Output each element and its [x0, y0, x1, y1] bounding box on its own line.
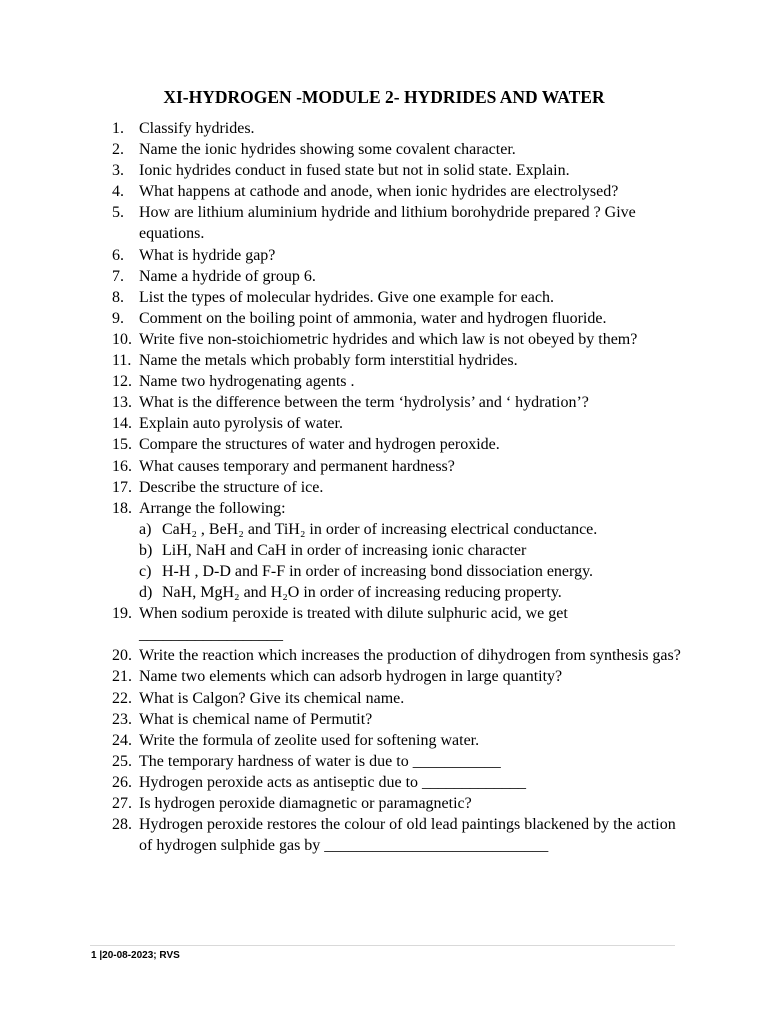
question-item	[112, 477, 682, 498]
question-text: Describe the structure of ice.	[139, 478, 324, 496]
question-body	[139, 308, 682, 329]
question-number: 3.	[112, 162, 124, 180]
question-body	[139, 118, 682, 139]
question-item	[112, 751, 682, 772]
question-body	[139, 793, 682, 814]
question-text: Name two hydrogenating agents .	[139, 373, 355, 391]
question-number: 11.	[112, 352, 132, 370]
question-item	[112, 202, 682, 244]
question-text: Ionic hydrides conduct in fused state but not in solid state. Explain.	[139, 162, 570, 180]
question-number: 28.	[112, 816, 132, 834]
sub-question-item	[139, 540, 682, 561]
question-number: 5.	[112, 204, 124, 222]
question-number: 18.	[112, 499, 132, 517]
question-number: 23.	[112, 710, 132, 728]
question-text: Name a hydride of group 6.	[139, 267, 316, 285]
question-text: List the types of molecular hydrides. Give one example for each.	[139, 288, 554, 306]
question-text: What is the difference between the term ‘hydrolysis’ and ‘ hydration’?	[139, 394, 589, 412]
question-body	[139, 392, 682, 413]
question-text: Hydrogen peroxide restores the colour of old lead paintings blackened by the action of hydrogen sulphide gas by ____________________________	[139, 816, 676, 855]
question-item	[112, 160, 682, 181]
question-number: 16.	[112, 457, 132, 475]
question-number: 26.	[112, 773, 132, 791]
sub-question-text: H-H , D-D and F-F in order of increasing bond dissociation energy.	[162, 562, 594, 580]
question-number: 14.	[112, 415, 132, 433]
question-item	[112, 181, 682, 202]
question-text: What causes temporary and permanent hardness?	[139, 457, 455, 475]
sub-question-text: CaH₂ , BeH₂ and TiH₂ in order of increasing electrical conductance.	[162, 520, 598, 538]
question-text: Write the reaction which increases the production of dihydrogen from synthesis gas?	[139, 647, 681, 665]
sub-question-item	[139, 519, 682, 540]
question-item	[112, 287, 682, 308]
question-item	[112, 245, 682, 266]
question-number: 8.	[112, 288, 124, 306]
question-body	[139, 603, 682, 645]
question-body	[139, 287, 682, 308]
question-item	[112, 413, 682, 434]
question-number: 6.	[112, 246, 124, 264]
question-item	[112, 498, 682, 603]
question-text: What happens at cathode and anode, when ionic hydrides are electrolysed?	[139, 183, 619, 201]
question-item	[112, 814, 682, 856]
question-number: 15.	[112, 436, 132, 454]
question-item	[112, 730, 682, 751]
question-number: 12.	[112, 373, 132, 391]
question-number: 21.	[112, 668, 132, 686]
question-body	[139, 181, 682, 202]
question-body	[139, 730, 682, 751]
question-number: 19.	[112, 605, 132, 623]
question-number: 2.	[112, 141, 124, 159]
question-text: Is hydrogen peroxide diamagnetic or paramagnetic?	[139, 795, 472, 812]
question-body	[139, 456, 682, 477]
question-body	[139, 814, 682, 856]
question-number: 9.	[112, 309, 124, 327]
question-body	[139, 350, 682, 371]
question-text: Arrange the following:	[139, 499, 286, 517]
question-list	[112, 118, 682, 856]
question-number: 10.	[112, 330, 132, 348]
sub-question-item	[139, 561, 682, 582]
question-item	[112, 392, 682, 413]
question-body	[139, 666, 682, 687]
question-text: Comment on the boiling point of ammonia, water and hydrogen fluoride.	[139, 309, 607, 327]
question-body	[139, 202, 682, 244]
question-item	[112, 139, 682, 160]
question-text: What is chemical name of Permutit?	[139, 710, 373, 728]
question-text: Classify hydrides.	[139, 120, 255, 137]
question-body	[139, 371, 682, 392]
question-text: Name the ionic hydrides showing some covalent character.	[139, 141, 516, 159]
question-item	[112, 645, 682, 666]
question-number: 13.	[112, 394, 132, 412]
question-item	[112, 371, 682, 392]
sub-question-letter: b)	[139, 541, 153, 559]
question-text: Compare the structures of water and hydrogen peroxide.	[139, 436, 500, 454]
question-item	[112, 603, 682, 645]
sub-question-letter: a)	[139, 520, 152, 538]
question-number: 27.	[112, 795, 132, 812]
question-number: 4.	[112, 183, 124, 201]
question-item	[112, 709, 682, 730]
question-body	[139, 434, 682, 455]
question-item	[112, 350, 682, 371]
question-body	[139, 709, 682, 730]
question-text: When sodium peroxide is treated with dilute sulphuric acid, we get __________________	[139, 605, 568, 644]
question-text: The temporary hardness of water is due to ___________	[139, 752, 501, 770]
question-number: 25.	[112, 752, 132, 770]
question-text: What is hydride gap?	[139, 246, 276, 264]
question-text: What is Calgon? Give its chemical name.	[139, 689, 405, 707]
question-item	[112, 772, 682, 793]
question-body	[139, 160, 682, 181]
sub-question-text: NaH, MgH₂ and H₂O in order of increasing reducing property.	[162, 584, 562, 602]
question-item	[112, 308, 682, 329]
page-title: XI-HYDROGEN -MODULE 2- HYDRIDES AND WATER	[163, 87, 605, 107]
question-item	[112, 329, 682, 350]
question-text: Name the metals which probably form interstitial hydrides.	[139, 352, 518, 370]
question-item	[112, 266, 682, 287]
question-item	[112, 666, 682, 687]
question-body	[139, 477, 682, 498]
footer-divider	[90, 945, 675, 946]
question-body	[139, 772, 682, 793]
sub-question-list	[139, 519, 682, 603]
question-number: 7.	[112, 267, 124, 285]
question-text: Explain auto pyrolysis of water.	[139, 415, 343, 433]
question-number: 22.	[112, 689, 132, 707]
sub-question-text: LiH, NaH and CaH in order of increasing ionic character	[162, 541, 527, 559]
question-body	[139, 139, 682, 160]
question-number: 1.	[112, 120, 124, 137]
question-number: 24.	[112, 731, 132, 749]
question-text: Write five non-stoichiometric hydrides and which law is not obeyed by them?	[139, 330, 638, 348]
question-body	[139, 751, 682, 772]
question-body	[139, 245, 682, 266]
question-number: 17.	[112, 478, 132, 496]
question-body	[139, 266, 682, 287]
question-item	[112, 434, 682, 455]
question-item	[112, 118, 682, 139]
question-item	[112, 793, 682, 814]
question-text: How are lithium aluminium hydride and lithium borohydride prepared ? Give equations.	[139, 204, 636, 243]
page-footer: 1 |20-08-2023; RVS	[91, 950, 180, 961]
question-body	[139, 498, 682, 603]
question-text: Hydrogen peroxide acts as antiseptic due to _____________	[139, 773, 527, 791]
sub-question-letter: c)	[139, 562, 152, 580]
question-body	[139, 645, 682, 666]
question-body	[139, 413, 682, 434]
question-number: 20.	[112, 647, 132, 665]
question-text: Name two elements which can adsorb hydrogen in large quantity?	[139, 668, 563, 686]
question-body	[139, 329, 682, 350]
sub-question-letter: d)	[139, 584, 153, 602]
sub-question-item	[139, 582, 682, 603]
question-text: Write the formula of zeolite used for softening water.	[139, 731, 480, 749]
question-item	[112, 456, 682, 477]
question-item	[112, 688, 682, 709]
question-body	[139, 688, 682, 709]
